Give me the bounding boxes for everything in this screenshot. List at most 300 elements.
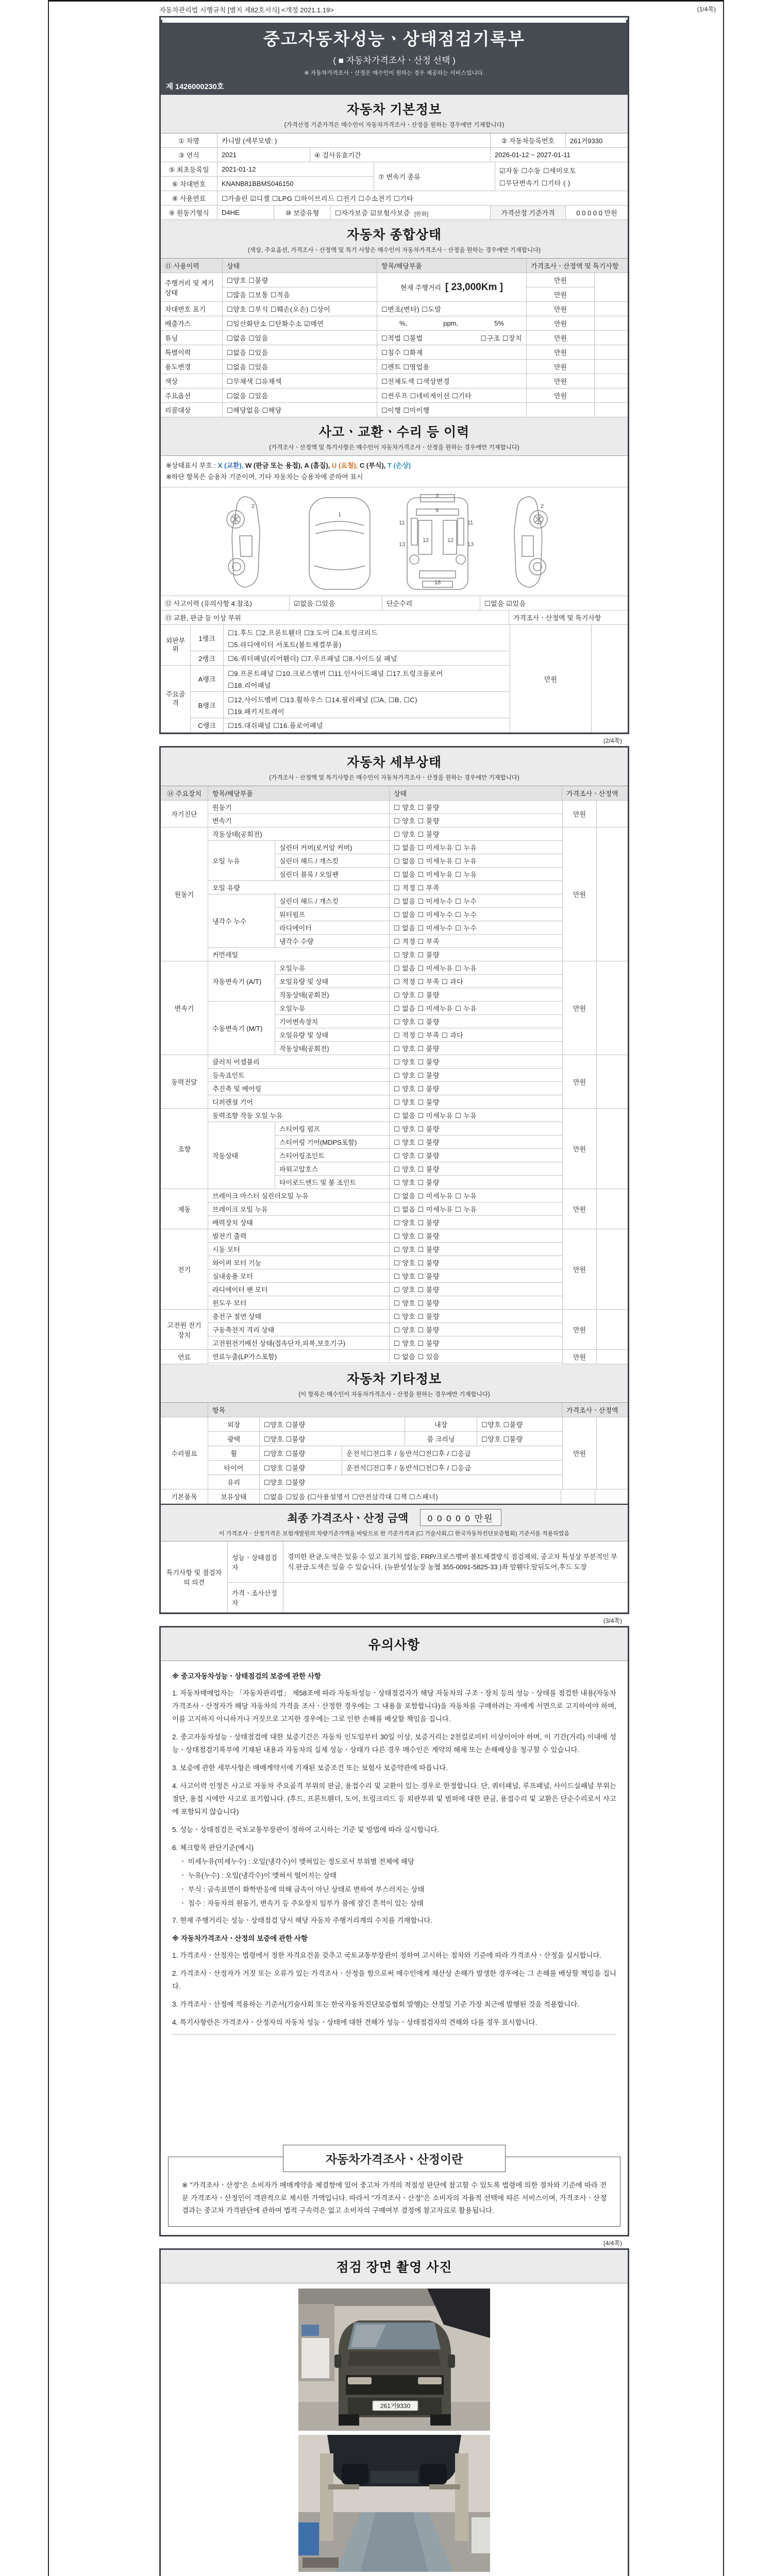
detail-row xyxy=(208,1283,562,1296)
option-item: ☐썬루프 ☐네비게이션 ☐기타 xyxy=(377,388,527,403)
special-state: ☐없음 ☐있음 xyxy=(223,345,377,360)
report-title: 중고자동차성능ㆍ상태점검기록부 xyxy=(263,29,526,48)
notice-item: 4. 사고이력 인정은 사고로 자동차 주요골격 부위의 판금, 용접수리 및 교환이 있는 경우로 한정합니다. 단, 쿼터패널, 루프패널, 사이드실패널 부위는 절단, 용접 시에만 사고로 표기합니다. (후드, 프론트휀더, 도어, 트렁크리드 등 외판부위 및 범퍼에 대한 판금, 용접수리 및 교환은 단순수리로서 사고에 포함되지 않습니다) xyxy=(172,1782,616,1816)
report-note: ※ 자동차가격조사ㆍ산정은 매수인이 원하는 경우 제공하는 서비스입니다. xyxy=(304,70,484,76)
notice-subitem: ㆍ 누유(누수) : 오일(냉각수)이 맺혀서 떨어지는 상태 xyxy=(179,1871,337,1879)
header-stripe xyxy=(162,20,626,23)
notice-item: 5. 성능ㆍ상태점검은 국토교통부장관이 정하여 고시하는 기준 및 방법에 따라 실시합니다. xyxy=(172,1825,440,1834)
detail-row xyxy=(275,841,562,854)
tire-detail: 운전석☐전☐후 / 동반석☐전☐후 / ☐응급 xyxy=(342,1461,562,1475)
car-name-value: 카니발 (세부모델: ) xyxy=(217,133,491,148)
mileage-state-2: ☐많음 ☐보통 ☐적음 xyxy=(223,287,377,302)
legend-note: ※하단 항목은 승용차 기준이며, 기타 자동차는 승용차에 준하여 표시 xyxy=(166,473,363,481)
rank-b-items xyxy=(224,692,510,718)
car-side-right xyxy=(514,497,547,587)
repair-need-label: 수리필요 xyxy=(161,1417,208,1489)
device-price-cell: 만원 xyxy=(563,1229,597,1310)
part-state: ☐ 양호 ☐ 불량 xyxy=(390,1162,562,1176)
notice-item: 3. 보증에 관한 세부사항은 매매계약서에 기재된 보증조건 또는 보험사 보증약관에 따릅니다. xyxy=(172,1764,448,1772)
detail-row xyxy=(208,1095,562,1109)
rank-note-cell xyxy=(592,625,628,733)
tuning-label: 튜닝 xyxy=(161,331,223,345)
license-plate-text: 261거9330 xyxy=(380,2402,411,2410)
detail-row xyxy=(275,1015,562,1028)
repair-price-cell: 만원 xyxy=(563,1417,597,1489)
special-label: 특별이력 xyxy=(161,345,223,360)
part-name: 발전기 출력 xyxy=(208,1229,390,1243)
current-mileage xyxy=(377,273,527,302)
accident-subtitle: (가격조사ㆍ산정액 및 특기사항은 매수인이 자동차가격조사ㆍ산정을 원하는 경우에만 기재합니다) xyxy=(269,445,519,451)
col-price-note: 가격조사ㆍ산정액 및 특기사항 xyxy=(527,259,628,273)
device-price-cell: 만원 xyxy=(563,801,597,827)
subgroup-label: 냉각수 누수 xyxy=(208,894,275,948)
other-subtitle: (이 항목은 매수인이 자동차가격조사ㆍ산정을 원하는 경우에만 기재합니다) xyxy=(298,1392,490,1398)
part-state: ☐ 양호 ☐ 불량 xyxy=(390,988,562,1002)
rank-1-line1: ☐1.후드 ☐2.프론트휀더 ☐3.도어 ☐4.트렁크리드 xyxy=(228,629,378,637)
basic-info-subtitle: (가격산정 기준가격은 매수인이 자동차가격조사ㆍ산정을 원하는 경우에만 기재합니다) xyxy=(284,122,505,128)
polish-label: 광택 xyxy=(208,1432,260,1446)
table-row xyxy=(161,133,628,148)
part-name: 스티어링 기어(MDPS포함) xyxy=(275,1136,390,1149)
device-note-cell xyxy=(597,1109,628,1189)
document-sheet xyxy=(48,0,724,2576)
row-recall xyxy=(161,403,628,417)
photos-band xyxy=(161,2250,628,2283)
rank-1-line2: ☐5.라디에이터 서포트(볼트체결부품) xyxy=(228,641,342,649)
row-special-history xyxy=(161,345,628,360)
room-cleaning-state: ☐양호 ☐불량 xyxy=(477,1432,562,1446)
part-state: ☐ 없음 ☐ 미세누유 ☐ 누유 xyxy=(390,1189,562,1202)
car-diagram xyxy=(161,487,628,596)
diagram-number: 12 xyxy=(447,537,454,544)
accident-title: 사고ㆍ교환ㆍ수리 등 이력 xyxy=(318,425,470,439)
overall-band xyxy=(161,220,628,259)
simple-repair-state: ☐없음 ☑있음 xyxy=(480,596,628,611)
main-frame-label: 주요골격 xyxy=(161,666,191,733)
inspection-period-label: ④ 검사유효기간 xyxy=(310,148,491,162)
emission-hc: ppm, xyxy=(443,319,459,327)
device-note-cell xyxy=(597,1189,628,1229)
device-price-cell: 만원 xyxy=(563,1189,597,1229)
rank-2-label: 2랭크 xyxy=(191,651,224,666)
section-box-3 xyxy=(159,1626,629,2236)
price-cell: 만원 xyxy=(527,316,595,331)
basic-items-row xyxy=(161,1489,628,1504)
other-col-item: 항목 xyxy=(208,1403,562,1417)
part-state: ☐ 양호 ☐ 불량 xyxy=(390,1176,562,1189)
part-state: ☐ 없음 ☐ 미세누수 ☐ 누수 xyxy=(390,908,562,921)
part-state: ☐ 적정 ☐ 부족 ☐ 과다 xyxy=(390,1028,562,1042)
car-side-left xyxy=(227,497,260,587)
row-accident-history xyxy=(161,596,628,611)
price-cell: 만원 xyxy=(527,345,595,360)
main-header xyxy=(161,20,628,95)
detail-group-row xyxy=(161,1310,628,1350)
part-state: ☐ 없음 ☐ 미세누유 ☐ 누유 xyxy=(390,961,562,975)
detail-row xyxy=(208,1055,562,1069)
other-col-price: 가격조사ㆍ산정액 xyxy=(562,1403,628,1417)
part-state: ☐ 양호 ☐ 불량 xyxy=(390,1136,562,1149)
tuning-state: ☐없음 ☐있음 xyxy=(223,331,377,345)
appraiser-opinion-text xyxy=(283,1583,628,1613)
part-name: 워터펌프 xyxy=(275,908,390,921)
section-box-4 xyxy=(159,2248,629,2576)
other-title: 자동차 기타정보 xyxy=(347,1372,442,1387)
notice-item: 1. 가격조사ㆍ산정자는 법령에서 정한 자격요건을 갖추고 국토교통부장관이 정하여 고시하는 절차와 기준에 따라 가격조사ㆍ산정을 실시합니다. xyxy=(172,1951,602,1959)
wheel-label: 휠 xyxy=(208,1446,260,1461)
part-state: ☐ 없음 ☐ 미세누유 ☐ 누유 xyxy=(390,854,562,868)
interior-label: 내장 xyxy=(405,1417,477,1432)
wheel-state: ☐양호 ☐불량 xyxy=(260,1446,342,1461)
device-note-cell xyxy=(597,1310,628,1350)
final-price-value: 0 0 0 0 0 만원 xyxy=(420,1509,501,1526)
car-diagram-svg xyxy=(198,490,590,592)
detail-subtitle: (가격조사ㆍ산정액 및 특기사항은 매수인이 자동차가격조사ㆍ산정을 원하는 경우에만 기재합니다) xyxy=(269,775,519,782)
mileage-state-1: ☐양호 ☐불량 xyxy=(223,273,377,287)
part-name: 클러치 어셈블리 xyxy=(208,1055,390,1069)
part-state: ☐ 양호 ☐ 불량 xyxy=(390,1243,562,1256)
part-state: ☐ 양호 ☐ 불량 xyxy=(390,1323,562,1336)
part-state: ☐ 양호 ☐ 불량 xyxy=(390,1122,562,1136)
basic-items-label: 기본품목 xyxy=(161,1489,208,1504)
part-state: ☐ 양호 ☐ 불량 xyxy=(390,1269,562,1283)
final-price-note: 이 가격조사ㆍ산정가격은 보험개발원의 차량기준가액을 바탕으로 한 기준가격과 (☐ 기술사회,☐ 한국자동차진단보증협회) 기준서를 적용하였음 xyxy=(219,1531,570,1537)
notice-item: 3. 가격조사ㆍ산정에 적용하는 기준서(기술사회 또는 한국자동차진단보증협회 발행)는 산정일 기준 가장 최근에 발행된 것을 적용합니다. xyxy=(172,2000,580,2008)
device-label: 연료 xyxy=(161,1350,208,1364)
detail-row xyxy=(208,1323,562,1336)
first-reg-value: 2021-01-12 xyxy=(217,162,374,177)
tuning-items xyxy=(377,331,527,345)
device-label: 고전원 전기장치 xyxy=(161,1310,208,1350)
rank-c-label: C랭크 xyxy=(191,718,224,733)
detail-row xyxy=(208,1216,562,1229)
detail-row xyxy=(208,1336,562,1350)
part-state: ☐ 양호 ☐ 불량 xyxy=(390,1256,562,1269)
notice-s1-header: ※ 중고자동차성능ㆍ상태점검의 보증에 관한 사항 xyxy=(172,1672,321,1681)
page-marker-3: (3/4쪽) xyxy=(603,1617,622,1625)
transmission-label: ⑦ 변속기 종류 xyxy=(374,162,495,191)
part-state: ☐ 적정 ☐ 부족 ☐ 과다 xyxy=(390,975,562,988)
notice-title: 유의사항 xyxy=(368,1638,421,1653)
other-band xyxy=(161,1364,628,1403)
part-name: 변속기 xyxy=(208,814,390,827)
color-item: ☐전체도색 ☐색상변경 xyxy=(377,374,527,388)
device-note-cell xyxy=(597,1229,628,1310)
detail-group-row xyxy=(161,1229,628,1310)
other-col-spacer xyxy=(161,1403,208,1417)
room-cleaning-label: 룸 크리닝 xyxy=(405,1432,477,1446)
legend-c-corrosion: C (부식), xyxy=(359,462,386,469)
accident-band xyxy=(161,417,628,456)
detail-row xyxy=(208,827,562,841)
exchange-price-label: 가격조사ㆍ산정액 및 특기사항 xyxy=(509,611,628,625)
detail-group-row xyxy=(161,827,628,961)
detail-subgroup xyxy=(208,961,562,1002)
rank-a-label: A랭크 xyxy=(191,666,224,692)
simple-repair-label: 단순수리 xyxy=(382,596,480,611)
rank-group-frame xyxy=(161,666,510,733)
legend-w-weld: W (판금 또는 용접), xyxy=(245,462,303,469)
vin-mark-label: 차대번호 표기 xyxy=(161,302,223,316)
detail-row xyxy=(275,1162,562,1176)
row-vin-mark xyxy=(161,302,628,316)
col-device: ⑭ 주요장치 xyxy=(161,786,208,801)
detail-row xyxy=(208,881,562,894)
page-marker-1: (1/4쪽) xyxy=(697,6,716,13)
part-state: ☐ 없음 ☐ 미세누유 ☐ 누유 xyxy=(390,1002,562,1015)
part-name: 냉각수 수량 xyxy=(275,935,390,948)
row-tuning xyxy=(161,331,628,345)
repair-note-cell xyxy=(597,1417,628,1489)
option-label: 주요옵션 xyxy=(161,388,223,403)
legend-x-exchange: X (교환), xyxy=(217,462,244,469)
table-row xyxy=(161,206,628,220)
page-marker-4: (4/4쪽) xyxy=(603,2240,622,2247)
subgroup-label: 오일 누유 xyxy=(208,841,275,881)
device-note-cell xyxy=(597,801,628,827)
warranty-insurer: [한화] xyxy=(414,211,429,217)
transmission-value xyxy=(495,162,628,191)
emission-co: %, xyxy=(399,319,408,327)
rank-a-line2: ☐18.리어패널 xyxy=(228,682,271,690)
mileage-label: 주행거리 및 계기상태 xyxy=(161,273,223,302)
glass-label: 유리 xyxy=(208,1475,260,1489)
fuel-value: ☐가솔린 ☑디젤 ☐LPG ☐하이브리드 ☐전기 ☐수소전기 ☐기타 xyxy=(217,191,628,206)
overall-table xyxy=(161,259,628,417)
accident-history-label: ⑫ 사고이력 (유의사항 4.참조) xyxy=(161,596,290,611)
subgroup-label: 작동상태 xyxy=(208,1122,275,1189)
page-marker-2: (2/4쪽) xyxy=(603,737,622,745)
detail-row xyxy=(208,1202,562,1216)
usage-state: ☐없음 ☐있음 xyxy=(223,360,377,374)
part-state: ☐ 양호 ☐ 불량 xyxy=(390,1216,562,1229)
part-name: 실린더 헤드 / 개스킷 xyxy=(275,894,390,908)
row-mileage xyxy=(161,273,628,302)
detail-row xyxy=(275,935,562,948)
reg-no-label: ② 자동차등록번호 xyxy=(491,133,566,148)
device-label: 동력전달 xyxy=(161,1055,208,1109)
part-name: 스티어링 펌프 xyxy=(275,1122,390,1136)
row-usage-change xyxy=(161,360,628,374)
detail-row xyxy=(208,1082,562,1095)
polish-state: ☐양호 ☐불량 xyxy=(260,1432,405,1446)
warranty-type-label: ⑩ 보증유형 xyxy=(274,206,331,220)
subgroup-label: 수동변속기 (M/T) xyxy=(208,1002,275,1055)
part-state: ☐ 양호 ☐ 불량 xyxy=(390,1296,562,1310)
part-name: 원동기 xyxy=(208,801,390,814)
table-row xyxy=(161,191,628,206)
vin-mark-item: ☐변조(변타) ☐도말 xyxy=(377,302,527,316)
row-color xyxy=(161,374,628,388)
reg-no-value: 261거9330 xyxy=(566,133,628,148)
note-cell xyxy=(595,273,628,302)
color-label: 색상 xyxy=(161,374,223,388)
rank-a-items xyxy=(224,666,510,692)
device-price-cell: 만원 xyxy=(563,1310,597,1350)
final-price-label: 최종 가격조사ㆍ산정 금액 xyxy=(287,1512,409,1524)
device-price-cell: 만원 xyxy=(563,827,597,961)
part-name: 동력조향 작동 오일 누유 xyxy=(208,1109,390,1122)
inspection-period-value: 2026-01-12 ~ 2027-01-11 xyxy=(491,148,628,162)
detail-row xyxy=(275,894,562,908)
part-name: 윈도우 모터 xyxy=(208,1296,390,1310)
price-cell: 만원 xyxy=(527,388,595,403)
detail-group-row xyxy=(161,1350,628,1364)
part-state: ☐ 양호 ☐ 불량 xyxy=(390,1283,562,1296)
detail-row xyxy=(275,1122,562,1136)
part-state: ☐ 양호 ☐ 불량 xyxy=(390,814,562,827)
mileage-value: [ 23,000Km ] xyxy=(445,281,503,293)
legend-t-damage: T (손상) xyxy=(387,462,411,469)
engine-type-label: ⑨ 원동기형식 xyxy=(161,206,217,220)
rank-group-outer xyxy=(161,625,510,666)
detail-band xyxy=(161,748,628,786)
price-appraisal-info-box xyxy=(168,2153,620,2227)
part-state: ☐ 없음 ☐ 미세누수 ☐ 누수 xyxy=(390,921,562,935)
detail-row xyxy=(208,1243,562,1256)
inspector-label: 성능ㆍ상태점검자 xyxy=(228,1541,283,1583)
price-cell: 만원 xyxy=(527,360,595,374)
detail-row xyxy=(275,921,562,935)
detail-row xyxy=(208,1296,562,1310)
part-state: ☐ 없음 ☐ 미세누유 ☐ 누유 xyxy=(390,1202,562,1216)
diagram-number: 11 xyxy=(399,520,405,527)
tire-label: 타이어 xyxy=(208,1461,260,1475)
rank-b-line1: ☐12.사이드멤버 ☐13.휠하우스 ☐14.필러패널 (☐A, ☐B, ☐C) xyxy=(228,696,418,704)
detail-group-row xyxy=(161,1109,628,1189)
part-state: ☐ 양호 ☐ 불량 xyxy=(390,948,562,961)
recall-label: 리콜대상 xyxy=(161,403,223,417)
part-state: ☐ 양호 ☐ 불량 xyxy=(390,1015,562,1028)
diagram-number: 9 xyxy=(435,507,439,514)
warranty-type-value xyxy=(331,206,491,220)
transmission-options-2: ☐무단변속기 ☐기타 ( ) xyxy=(499,179,570,187)
price-cell: 만원 xyxy=(527,374,595,388)
part-name: 와이퍼 모터 기능 xyxy=(208,1256,390,1269)
detail-group-row xyxy=(161,1055,628,1109)
part-name: 스티어링조인트 xyxy=(275,1149,390,1162)
part-name: 브레이크 오일 누유 xyxy=(208,1202,390,1216)
recall-state: ☐해당없음 ☐해당 xyxy=(223,403,377,417)
divider xyxy=(172,2034,616,2035)
detail-row xyxy=(208,1269,562,1283)
notice-item: 1. 자동차매매업자는 「자동차관리법」 제58조에 따라 자동차성능ㆍ상태점검자가 해당 자동차의 구조ㆍ장치 등의 성능ㆍ상태를 점검한 내용(자동차가격조사ㆍ산정자가 해당 자동차의 가격을 조사ㆍ산정한 경우에는 그 내용을 포함합니다)을 자동차를 구매하려는 자에게 서면으로 고지하여야 하며, 이를 고지하지 아니하거나 거짓으로 고지한 경우에는 그로 인한 손해를 배상할 책임을 집니다. xyxy=(172,1689,616,1723)
note-cell xyxy=(595,316,628,331)
part-state: ☐ 양호 ☐ 불량 xyxy=(390,1055,562,1069)
overall-subtitle: (색상, 주요옵션, 가격조사ㆍ산정액 및 특기 사항은 매수인이 자동차가격조사ㆍ산정을 원하는 경우에만 기재합니다) xyxy=(247,247,541,253)
fuel-label: ⑧ 사용연료 xyxy=(161,191,217,206)
rank-b-label: B랭크 xyxy=(191,692,224,718)
rank-a-line1: ☐9.프론트패널 ☐10.크로스멤버 ☐11.인사이드패널 ☐17.트렁크플로어 xyxy=(228,670,443,678)
device-label: 원동기 xyxy=(161,827,208,961)
device-label: 제동 xyxy=(161,1189,208,1229)
notice-item: 4. 특기사항란은 가격조사ㆍ산정자의 자동차 성능ㆍ상태에 대한 견해가 성능ㆍ상태점검자의 견해와 다를 경우 표시합니다. xyxy=(172,2018,537,2026)
detail-row xyxy=(275,854,562,868)
diagram-number: 12 xyxy=(423,537,429,544)
model-year-label: ③ 연식 xyxy=(161,148,217,162)
detail-row xyxy=(208,1189,562,1202)
device-note-cell xyxy=(597,827,628,961)
special-item: ☐침수 ☐화재 xyxy=(377,345,527,360)
report-subtitle: ( ■ 자동차가격조사ㆍ산정 선택 ) xyxy=(333,56,456,65)
part-state: ☐ 양호 ☐ 불량 xyxy=(390,1082,562,1095)
note-cell xyxy=(595,360,628,374)
part-name: 구동축전지 격리 상태 xyxy=(208,1323,390,1336)
detail-row xyxy=(275,1028,562,1042)
accident-history-state: ☑없음 ☐있음 xyxy=(290,596,382,611)
notice-item: 2. 중고자동차성능ㆍ상태점검에 대한 보증기간은 자동차 인도일부터 30일 이상, 보증거리는 2천킬로미터 이상이어야 하며, 이 기간(거리) 이내에 성능ㆍ상태점검기록부에 기재된 내용과 자동차의 실제 성능ㆍ상태가 다른 경우 매수인은 계약의 해제 또는 손해배상을 청구할 수 있습니다. xyxy=(172,1733,616,1754)
detail-row xyxy=(275,988,562,1002)
device-note-cell xyxy=(597,961,628,1055)
detail-row xyxy=(275,975,562,988)
part-state: ☐ 양호 ☐ 불량 xyxy=(390,1042,562,1055)
price-cell: 만원 xyxy=(527,287,595,302)
table-row xyxy=(161,148,628,162)
price-appraisal-info-text: ※ "가격조사ㆍ산정"은 소비자가 매매계약을 체결함에 있어 중고차 가격의 적절성 판단에 참고할 수 있도록 법령에 의한 절차와 기준에 따라 전문 가격조사ㆍ산정인이 객관적으로 제시한 가액입니다. 따라서 "가격조사ㆍ산정"은 소비자의 자율적 선택에 따른 서비스이며, 가격조사ㆍ산정 결과는 중고차 가격판단에 관하여 법적 구속력은 없고 소비자의 구매여부 결정에 참고자료로 활용됩니다. xyxy=(182,2181,607,2214)
photos-title: 점검 장면 촬영 사진 xyxy=(336,2260,452,2275)
option-state: ☐없음 ☐있음 xyxy=(223,388,377,403)
part-name: 연료누출(LP가스포함) xyxy=(208,1350,390,1363)
notice-band xyxy=(161,1628,628,1661)
vin-value: KNANB81BBMS046150 xyxy=(217,177,374,191)
part-state: ☐ 양호 ☐ 불량 xyxy=(390,1336,562,1350)
final-price-band xyxy=(161,1504,628,1541)
note-cell xyxy=(595,388,628,403)
detail-subgroup xyxy=(208,1002,562,1055)
note-cell xyxy=(595,331,628,345)
warranty-options: ☐자가보증 ☑보험사보증 xyxy=(335,209,410,217)
part-name: 오일누유 xyxy=(275,1002,390,1015)
notice-subitem: ㆍ 부식 : 금속표면이 화학반응에 의해 금속이 아닌 상태로 변하여 부스러지는 상태 xyxy=(179,1885,425,1893)
rank-table xyxy=(161,625,628,733)
device-price-cell: 만원 xyxy=(563,1350,597,1364)
device-price-cell: 만원 xyxy=(563,961,597,1055)
detail-row xyxy=(275,1136,562,1149)
inspection-photos xyxy=(161,2283,628,2576)
col-state: 상태 xyxy=(223,259,377,273)
detail-header-row xyxy=(161,786,628,801)
color-state: ☐무채색 ☐유채색 xyxy=(223,374,377,388)
row-emission xyxy=(161,316,628,331)
vin-mark-state: ☐양호 ☐부식 ☐훼손(오손) ☐상이 xyxy=(223,302,377,316)
part-name: 라디에이터 팬 모터 xyxy=(208,1283,390,1296)
part-name: 작동상태(공회전) xyxy=(275,1042,390,1055)
detail-subgroup xyxy=(208,841,562,881)
part-state: ☐ 없음 ☐ 미세누유 ☐ 누유 xyxy=(390,841,562,854)
part-name: 오일 유량 xyxy=(208,881,390,894)
diagram-number: 1 xyxy=(338,512,342,518)
usage-label: 용도변경 xyxy=(161,360,223,374)
price-cell: 만원 xyxy=(527,302,595,316)
other-header-row xyxy=(161,1403,628,1417)
part-name: 추진축 및 베어링 xyxy=(208,1082,390,1095)
detail-row xyxy=(208,1350,562,1363)
part-state: ☐ 없음 ☐ 미세누유 ☐ 누유 xyxy=(390,1109,562,1122)
detail-title: 자동차 세부상태 xyxy=(347,755,442,770)
inspection-photo-underside xyxy=(298,2435,490,2572)
rank-c-items: ☐15.대쉬패널 ☐16.플로어패널 xyxy=(224,718,510,733)
detail-table xyxy=(161,801,628,1364)
diagram-number: 2 xyxy=(251,503,255,510)
device-note-cell xyxy=(597,1055,628,1109)
part-name: 오일유량 및 상태 xyxy=(275,1028,390,1042)
appraiser-label: 가격ㆍ조사산정자 xyxy=(228,1583,283,1613)
rank-2-items: ☐6.쿼터패널(리어휀더) ☐7.루프패널 ☐8.사이드실 패널 xyxy=(224,651,510,666)
part-state: ☐ 적정 ☐ 부족 xyxy=(390,935,562,948)
part-name: 고전원전기배선 상태(접속단자,피복,보호기구) xyxy=(208,1336,390,1350)
rank-1-items xyxy=(224,625,510,651)
car-name-label: ① 차명 xyxy=(161,133,217,148)
